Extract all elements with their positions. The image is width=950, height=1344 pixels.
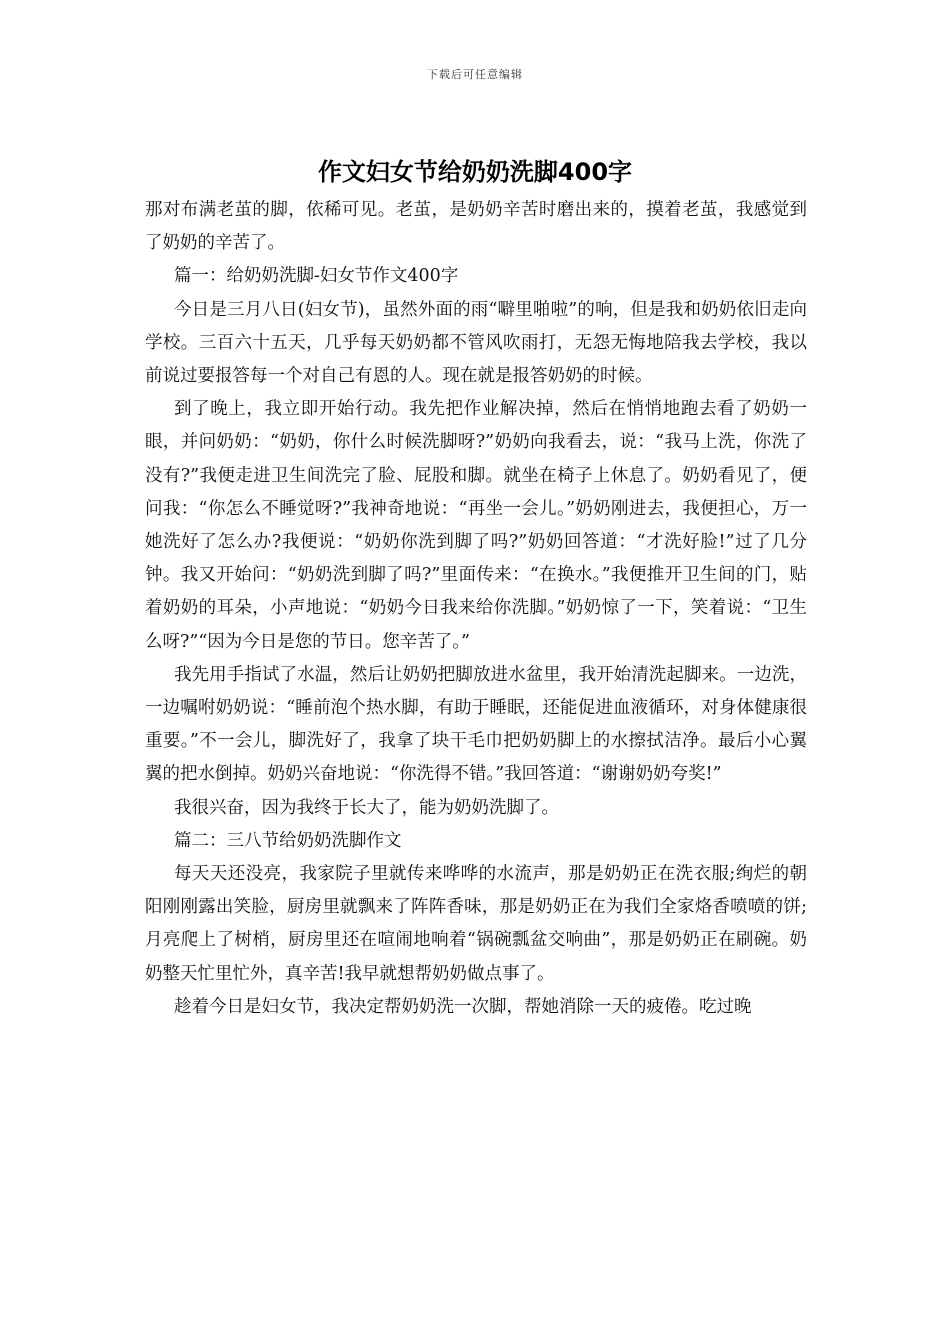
- section-heading: 篇二：三八节给奶奶洗脚作文: [174, 830, 402, 851]
- paragraph: 我先用手指试了水温，然后让奶奶把脚放进水盆里，我开始清洗起脚来。一边洗，一边嘱咐奶奶说：“睡前泡个热水脚，有助于睡眠，还能促进血液循环，对身体健康很重要。”不一会儿，脚洗好了，我拿了块干毛巾把奶奶脚上的水擦拭洁净。最后小心翼翼的把水倒掉。奶奶兴奋地说：“你洗得不错。”我回答道：“谢谢奶奶夸奖!”: [145, 664, 807, 785]
- paragraph: 到了晚上，我立即开始行动。我先把作业解决掉，然后在悄悄地跑去看了奶奶一眼，并问奶奶：“奶奶，你什么时候洗脚呀?”奶奶向我看去，说：“我马上洗，你洗了没有?”我便走进卫生间洗完了脸、屁股和脚。就坐在椅子上休息了。奶奶看见了，便问我：“你怎么不睡觉呀?”我神奇地说：“再坐一会儿。”奶奶刚进去，我便担心，万一她洗好了怎么办?我便说：“奶奶你洗到脚了吗?”奶奶回答道：“才洗好脸!”过了几分钟。我又开始问：“奶奶洗到脚了吗?”里面传来：“在换水。”我便推开卫生间的门，贴着奶奶的耳朵，小声地说：“奶奶今日我来给你洗脚。”奶奶惊了一下，笑着说：“卫生么呀?”“因为今日是您的节日。您辛苦了。”: [145, 399, 807, 652]
- paragraph: 那对布满老茧的脚，依稀可见。老茧，是奶奶辛苦时磨出来的，摸着老茧，我感觉到了奶奶的辛苦了。: [145, 200, 807, 254]
- document-title: 作文妇女节给奶奶洗脚400字: [317, 158, 633, 186]
- paragraph: 每天天还没亮，我家院子里就传来哗哗的水流声，那是奶奶正在洗衣服;绚烂的朝阳刚刚露出笑脸，厨房里就飘来了阵阵香味，那是奶奶正在为我们全家烙香喷喷的饼;月亮爬上了树梢，厨房里还在喧闹地响着“锅碗瓢盆交响曲”，那是奶奶正在刷碗。奶奶整天忙里忙外，真辛苦!我早就想帮奶奶做点事了。: [145, 864, 807, 984]
- paragraph: 我很兴奋，因为我终于长大了，能为奶奶洗脚了。: [174, 797, 559, 818]
- page-header-note: 下载后可任意编辑: [427, 68, 523, 81]
- paragraph: 今日是三月八日(妇女节)，虽然外面的雨“噼里啪啦”的响，但是我和奶奶依旧走向学校。三百六十五天，几乎每天奶奶都不管风吹雨打，无怨无悔地陪我去学校，我以前说过要报答每一个对自己有恩的人。现在就是报答奶奶的时候。: [145, 299, 807, 387]
- document-body: [145, 194, 807, 1024]
- section-heading: 篇一：给奶奶洗脚-妇女节作文400字: [174, 266, 459, 287]
- paragraph: 趁着今日是妇女节，我决定帮奶奶洗一次脚，帮她消除一天的疲倦。吃过晚: [174, 996, 752, 1017]
